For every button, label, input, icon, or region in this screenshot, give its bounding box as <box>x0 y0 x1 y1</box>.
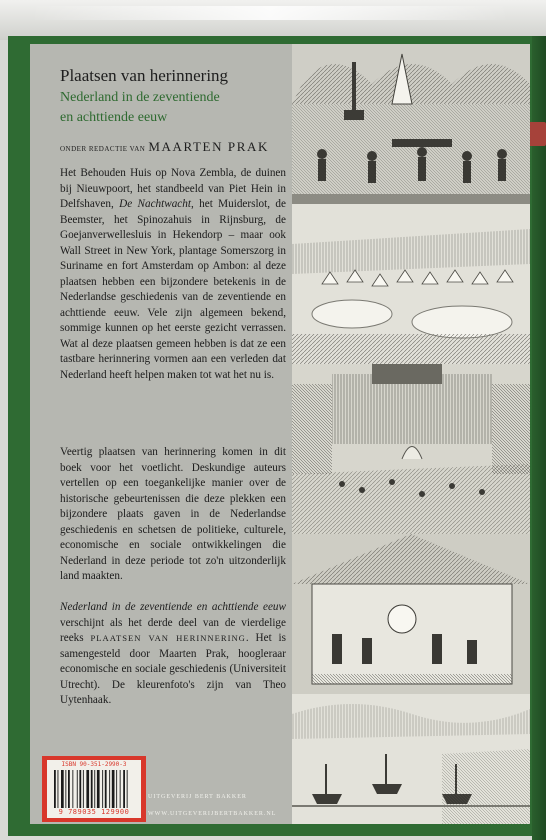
engraving-battle-landscape <box>292 204 530 364</box>
isbn-number: ISBN 90-351-2990-3 <box>61 761 127 768</box>
engraving-collage <box>292 44 530 824</box>
engraving-illustrations <box>292 44 530 824</box>
engraving-harbour-ships <box>292 694 530 824</box>
blurb-paragraph-3 <box>60 600 286 709</box>
barcode-label <box>42 756 146 822</box>
book-title: Plaatsen van herinnering <box>60 66 229 85</box>
blurb-text: verschijnt als het derde deel van de vierdelige reeks <box>60 616 286 644</box>
blurb-paragraph-1 <box>60 166 286 383</box>
engraving-palace-courtyard <box>292 364 530 534</box>
price-sticker <box>528 122 546 146</box>
subtitle-line-2: en achttiende eeuw <box>60 110 168 125</box>
barcode-bars <box>53 770 135 808</box>
book-spine-edge <box>532 36 546 840</box>
blurb-text: Het Behouden Huis op Nova Zembla, de duinen bij Nieuwpoort, het standbeeld van Piet Hein in Delfshaven, <box>60 167 286 210</box>
editor-name: MAARTEN PRAK <box>148 139 269 154</box>
series-name: PLAATSEN VAN HERINNERING <box>90 633 246 643</box>
blurb-text: , het Muiderslot, de Beemster, het Spinozahuis in Rijnsburg, de Goejanverwellesluis in Hekendorp – maar ook Wall Street in New York, plantage Somerszorg in Suriname en fort Amsterdam op Ambon: al deze plaatsen hebben een bijzondere betekenis in de Nederlandse geschiedenis van de zeventiende en achttiende eeuw. Vele zijn algemeen bekend, sommige kunnen op het eerste gezicht verrassen. Wat al deze plaatsen gemeen hebben is dat ze een tastbare herinnering vormen aan een verleden dat Nederland heeft helpen maken tot wat het nu is. <box>60 198 286 381</box>
editor-credit <box>60 139 269 155</box>
subtitle-line-1: Nederland in de zeventiende <box>60 90 220 105</box>
blurb-text: . Het is samengesteld door Maarten Prak, hoogleraar economische en sociale geschiedenis (Universiteit Utrecht). De kleurenfoto's zijn van Theo Uytenhaak. <box>60 632 286 706</box>
editor-prefix: ONDER REDACTIE VAN <box>60 145 146 153</box>
book-subtitle <box>60 88 290 128</box>
ean-number: 9 789035 129900 <box>58 808 130 816</box>
engraving-workshop-interior <box>292 534 530 694</box>
blurb-italic-title: De Nachtwacht <box>119 198 191 210</box>
plastic-wrap <box>0 0 546 40</box>
blurb-paragraph-2: Veertig plaatsen van herinnering komen in dit boek voor het voetlicht. Deskundige auteurs vertellen op een toegankelijke manier over de historische gebeurtenissen die deze plekken een bijzondere plaats gaven in de Nederlandse geschiedenis en schetsen de politieke, culturele, economische en sociale ontwikkelingen die Nederland in deze periode tot zo'n uitzonderlijk land maakten. <box>60 446 286 582</box>
blurb-italic-title: Nederland in de zeventiende en achttiende eeuw <box>60 601 286 613</box>
publisher-website: WWW.UITGEVERIJBERTBAKKER.NL <box>148 811 277 817</box>
engraving-interior-scene <box>292 44 530 204</box>
publisher-name: UITGEVERIJ BERT BAKKER <box>148 794 247 800</box>
barcode-inner <box>47 760 141 818</box>
